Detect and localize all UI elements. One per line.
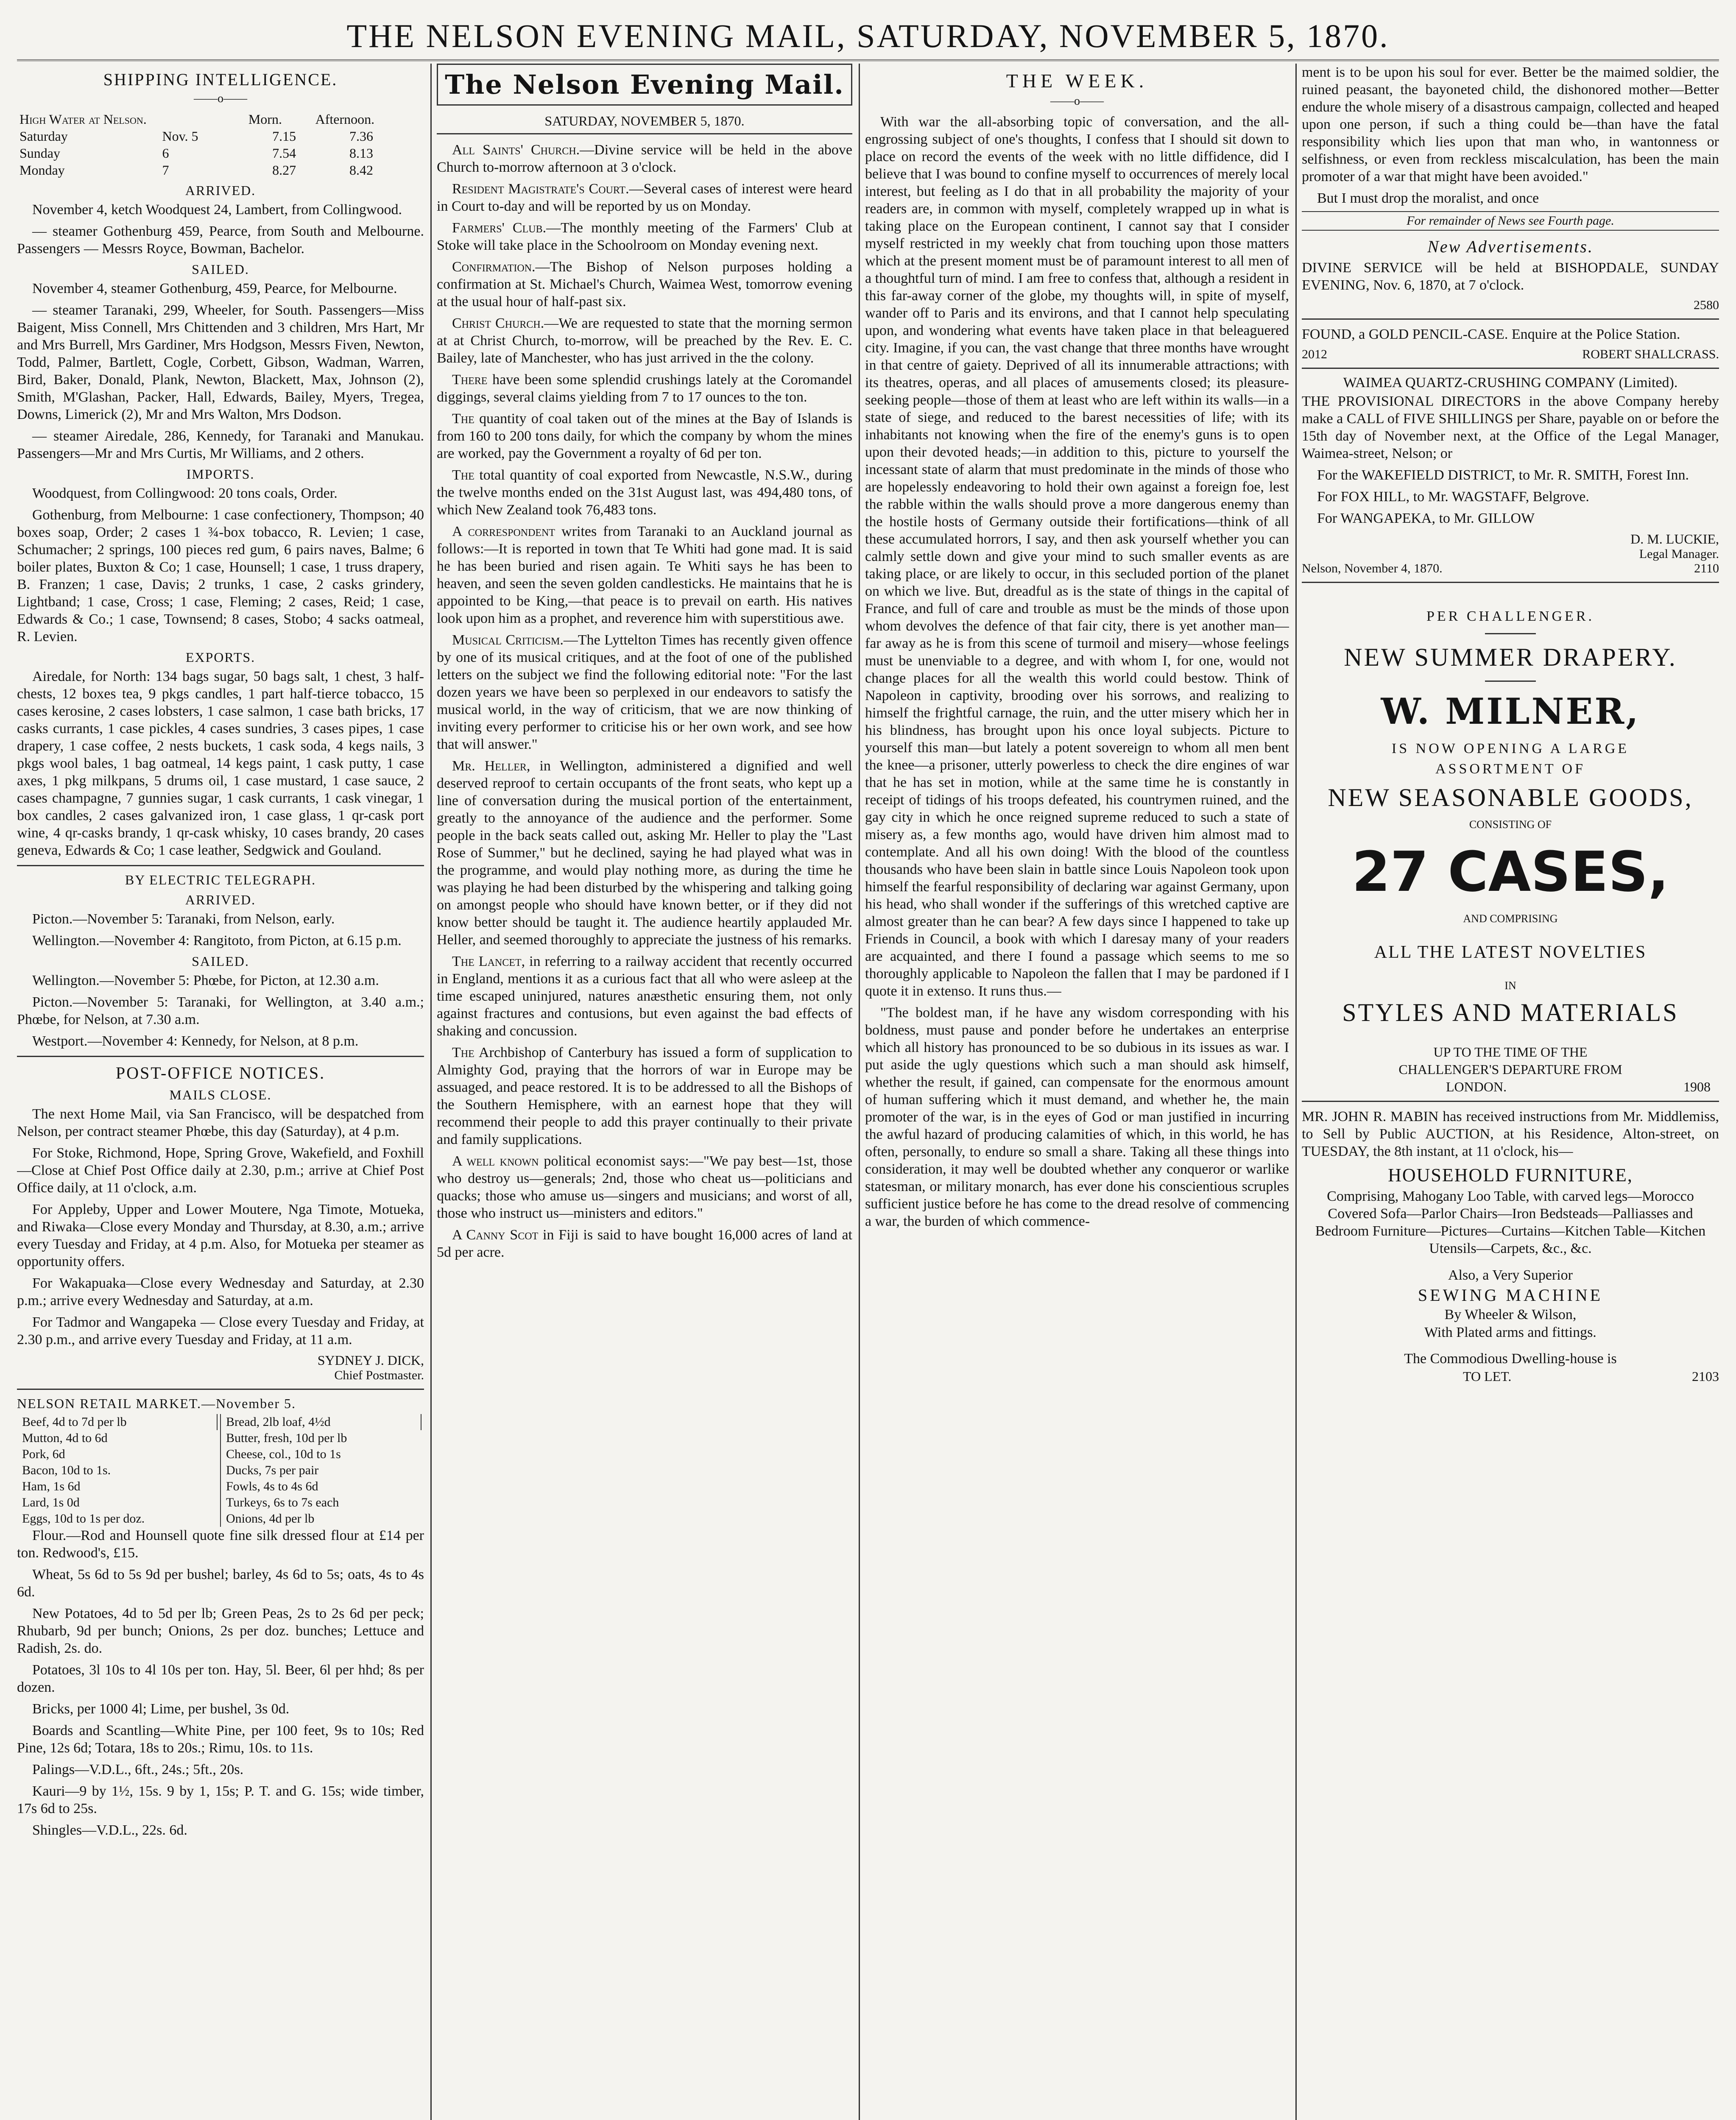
tide-cell: 6 bbox=[162, 145, 169, 161]
column-leader bbox=[437, 64, 852, 2120]
paragraph-body: —Divine service will be held in the above Church to-morrow afternoon at 3 o'clock. bbox=[437, 142, 852, 175]
paragraph-lead: All Saints' Church. bbox=[452, 142, 580, 158]
tide-cell: 8.42 bbox=[349, 162, 374, 178]
news-paragraph bbox=[437, 1152, 852, 1222]
divider bbox=[1302, 582, 1719, 583]
column-rule bbox=[859, 64, 860, 2120]
opening-line: IS NOW OPENING A LARGE bbox=[1391, 741, 1630, 756]
moralist-line: But I must drop the moralist, and once bbox=[1317, 190, 1539, 206]
paragraph-lead: Christ Church. bbox=[452, 315, 544, 331]
paragraph-lead: The Lancet, bbox=[452, 954, 525, 969]
news-paragraph bbox=[437, 141, 852, 176]
import-entry: Gothenburg, from Melbourne: 1 case confectionery, Thompson; 40 boxes soap, Order; 2 cases 1 ¾-box tobacco, R. Levien; 1 case, Schumacher; 2 springs, 100 pieces red gum, 6 pairs naves, Balme; 6 boiler plates, Buxton & Co; 1 case, Hounsell; 1 case, 1 truss drapery, B. Franzen; 1 case, Davis; 2 trunks, 1 case, 2 casks grindery, Lightband; 1 case, Cross; 1 case, Fleming; 2 cases, Reid; 1 case, Edwards & Co.; 1 case, Townsend; 8 cases, Stobo; 4 sacks oatmeal, R. Levien. bbox=[17, 507, 424, 644]
milner-name: W. MILNER, bbox=[1381, 690, 1640, 732]
paragraph-body: —The Lyttelton Times has recently given offence by one of its musical critiques, and at the foot of one of the published letters on the subject we find the following editorial note: "For the last dozen years we have been so perplexed in our endeavors to satisfy the musical world, in the way of criticism, that we are now thinking of inviting every performer to criticise his or her own work, and see how that will answer." bbox=[437, 632, 852, 752]
column-shipping bbox=[17, 64, 424, 2120]
post-notice: For Appleby, Upper and Lower Moutere, Nga Timote, Motueka, and Riwaka—Close every Monday and Thursday, at 8.30, a.m.; arrive every Tuesday and Friday, at 4 p.m. Also, for Motueka per steamer as opportunity offers. bbox=[17, 1202, 424, 1269]
export-entry: Airedale, for North: 134 bags sugar, 50 bags salt, 1 chest, 3 half-chests, 12 boxes tea, 9 pkgs candles, 1 part half-tierce tobacco, 15 cases kerosine, 2 cases lobsters, 1 case salmon, 1 case bath bricks, 17 casks currants, 1 case pickles, 4 cases sundries, 3 cases pipes, 1 case drapery, 1 case coffee, 2 nests buckets, 1 cask soda, 4 kegs nails, 3 pkgs wool bales, 1 bag oatmeal, 14 kegs paint, 1 cask putty, 1 case axes, 1 pkg milkpans, 5 drums oil, 1 case mustard, 1 case sauce, 2 cases champagne, 7 gunnies sugar, 1 cask currants, 1 cask vinegar, 1 box candles, 2 cases galvanized iron, 1 case glass, 1 qr-cask port wine, 4 qr-casks brandy, 1 qr-cask whisky, 10 cases brandy, 20 cases geneva, Edwards & Co; 1 case leather, Sedgwick and Gouland. bbox=[17, 669, 424, 858]
ornament: ——o—— bbox=[1050, 95, 1104, 108]
market-price: Lard, 1s 0d bbox=[22, 1495, 80, 1509]
ornament: ——o—— bbox=[194, 92, 247, 105]
tide-cell: Saturday bbox=[20, 128, 68, 144]
mabin-auction: MR. JOHN R. MABIN has received instructions from Mr. Middlemiss, to Sell by Public AUCTION, at his Residence, Alton-street, on TUESDAY, the 8th instant, at 11 o'clock, his— bbox=[1302, 1109, 1719, 1159]
tide-cell: 7.54 bbox=[272, 145, 296, 161]
furniture-list: Comprising, Mahogany Loo Table, with carved legs—Morocco Covered Sofa—Parlor Chairs—Iron Bedsteads—Palliasses and Bedroom Furniture—Pictures—Curtains—Kitchen Table—Kitchen Utensils—Carpets, &c., &c. bbox=[1315, 1188, 1706, 1256]
news-paragraph bbox=[437, 631, 852, 753]
news-paragraph bbox=[437, 466, 852, 519]
news-paragraph bbox=[437, 953, 852, 1040]
column-week bbox=[865, 64, 1289, 2120]
paragraph-lead: Confirmation. bbox=[452, 259, 536, 275]
in-line: IN bbox=[1504, 979, 1516, 992]
paragraph-lead: The bbox=[452, 411, 474, 427]
paragraph-body: writes from Taranaki to an Auckland journal as follows:—It is reported in town that Te Whiti had gone mad. It is said he has been buried and risen again. Te Whiti says he has been to heaven, and seen the seven golden candlesticks. He maintains that he is appointed to be King,—that peace is to prevail on earth. His natives look upon him as a prophet, and reverence him with superstitious awe. bbox=[437, 524, 852, 626]
paragraph-lead: Resident Magistrate's Court. bbox=[452, 181, 629, 197]
post-notice: For Wakapuaka—Close every Wednesday and Saturday, at 2.30 p.m.; arrive every Wednesday and Saturday, at a.m. bbox=[17, 1275, 424, 1308]
sewing-heading: SEWING MACHINE bbox=[1418, 1286, 1603, 1305]
news-paragraph bbox=[437, 523, 852, 627]
commodious-line: The Commodious Dwelling-house is bbox=[1404, 1351, 1617, 1367]
london-line: LONDON. bbox=[1446, 1079, 1507, 1094]
market-title: NELSON RETAIL MARKET.—November 5. bbox=[17, 1396, 296, 1411]
waimea-body: THE PROVISIONAL DIRECTORS in the above Company hereby make a CALL of FIVE SHILLINGS per Share, payable on or before the 15th day of November next, at the Office of the Legal Manager, Waimea-street, Nelson; or bbox=[1302, 393, 1719, 461]
tide-cell: 7 bbox=[162, 162, 169, 178]
market-price: Bread, 2lb loaf, 4½d bbox=[223, 1414, 421, 1430]
waimea-lines bbox=[1302, 466, 1719, 527]
exports-list bbox=[17, 668, 424, 859]
news-paragraph bbox=[437, 315, 852, 367]
paragraph-lead: A Canny Scot bbox=[452, 1227, 539, 1243]
paragraph-lead: Mr. Heller, bbox=[452, 758, 530, 774]
tide-rows bbox=[17, 128, 424, 179]
market-note: Kauri—9 by 1½, 15s. 9 by 1, 15s; P. T. and G. 15s; wide timber, 17s 6d to 25s. bbox=[17, 1783, 424, 1816]
divider bbox=[17, 865, 424, 866]
paragraph-body: —Several cases of interest were heard in Court to-day and will be reported by us on Monday. bbox=[437, 181, 852, 214]
post-sub: MAILS CLOSE. bbox=[169, 1087, 272, 1102]
column-rule bbox=[1295, 64, 1297, 2120]
waimea-line: For the WAKEFIELD DISTRICT, to Mr. R. SMITH, Forest Inn. bbox=[1317, 467, 1689, 483]
ad-found-footer bbox=[1302, 347, 1719, 362]
imports-list bbox=[17, 485, 424, 645]
market-left bbox=[17, 1414, 221, 1527]
market-price: Onions, 4d per lb bbox=[226, 1512, 315, 1526]
goods-heading: NEW SEASONABLE GOODS, bbox=[1328, 784, 1693, 812]
arrived-heading: ARRIVED. bbox=[185, 183, 256, 198]
post-notice: For Tadmor and Wangapeka — Close every Tuesday and Friday, at 2.30 p.m., and arrive every Tuesday and Friday, at 11 a.m. bbox=[17, 1314, 424, 1347]
wheeler-line: By Wheeler & Wilson, bbox=[1444, 1307, 1577, 1322]
waimea-date: Nelson, November 4, 1870. bbox=[1302, 561, 1443, 575]
market-price: Mutton, 4d to 6d bbox=[22, 1431, 108, 1445]
tolet-footer bbox=[1302, 1369, 1719, 1384]
paragraph-body: in Wellington, administered a dignified and well deserved reproof to certain occupants of the front seats, who kept up a line of conversation during the musical portion of the entertainment, greatly to the annoyance of the audience and the performer. Some people in the back seats called out, asking Mr. Heller to play the "Last Rose of Summer," but he declined, saying he had played what was in the programme, and would play nothing more, as during the time he was playing he had been disturbed by the whispering and talking going on amongst people who should have known better, or if they did not know better should be taught it. The audience heartily applauded Mr. Heller, and seemed thoroughly to appreciate the justness of his remarks. bbox=[437, 758, 852, 948]
telegraph-arrived-list bbox=[17, 910, 424, 949]
tide-cell: 8.13 bbox=[349, 145, 374, 161]
imports-heading: IMPORTS. bbox=[186, 466, 255, 482]
consisting-line: CONSISTING OF bbox=[1469, 818, 1552, 831]
telegraph-sailed-heading: SAILED. bbox=[192, 954, 249, 969]
divider bbox=[1302, 318, 1719, 320]
ad-number: 2103 bbox=[1692, 1369, 1719, 1384]
ad-number: 2110 bbox=[1694, 561, 1719, 575]
paragraph-body: total quantity of coal exported from Newcastle, N.S.W., during the twelve months ended on the 31st August last, was 494,480 tons, of which New Zealand took 76,483 tons. bbox=[437, 467, 852, 518]
news-paragraph bbox=[437, 219, 852, 254]
tide-table bbox=[17, 111, 424, 128]
week-paragraph: "The boldest man, if he have any wisdom corresponding with his boldness, must pause and ponder before he undertakes an enterprise which all history has pronounced to be so dubious in its issues as war. I put aside the ugly questions which such a man should ask himself, whether the result, if gained, can compensate for the enormous amount of human suffering which it must demand, and whether he, the main promoter of the war, is in the eyes of God or man justified in incurring the awful hazard of producing calamities of which, in this world, he has often, personally, to endure so small a share. Taking all these things into consideration, it may well be doubted whether any conqueror or warlike statesman, or military monarch, has ever done his conscientious scruples sufficient justice before he has come to the dread resolve of commencing a war, the burden of which commence- bbox=[865, 1005, 1289, 1229]
market-price: Fowls, 4s to 4s 6d bbox=[226, 1479, 318, 1493]
plated-line: With Plated arms and fittings. bbox=[1424, 1325, 1596, 1340]
ad-found: FOUND, a GOLD PENCIL-CASE. Enquire at the Police Station. bbox=[1302, 326, 1680, 342]
cases-heading: 27 CASES, bbox=[1352, 840, 1669, 904]
news-paragraph bbox=[437, 757, 852, 948]
paragraph-body: in Fiji is said to have bought 16,000 acres of land at 5d per acre. bbox=[437, 1227, 852, 1260]
telegraph-title: BY ELECTRIC TELEGRAPH. bbox=[125, 872, 316, 887]
arrival-entry: November 4, ketch Woodquest 24, Lambert, from Collingwood. bbox=[32, 202, 402, 218]
sailed-heading: SAILED. bbox=[192, 262, 249, 277]
challenger-line: PER CHALLENGER. bbox=[1426, 608, 1594, 624]
upto-line: UP TO THE TIME OF THE bbox=[1433, 1044, 1588, 1060]
tide-cell: Sunday bbox=[20, 145, 60, 161]
london-footer bbox=[1302, 1079, 1719, 1095]
exports-heading: EXPORTS. bbox=[185, 650, 256, 665]
tide-cell: Monday bbox=[20, 162, 65, 178]
telegraph-entry: Picton.—November 5: Taranaki, from Nelson, early. bbox=[32, 911, 335, 927]
paragraph-body: Archbishop of Canterbury has issued a form of supplication to Almighty God, praying that the horrors of war in Europe may be assuaged, and peace restored. It is to be addressed to all the Bishops of the Southern Hemisphere, with an earnest hope that they will recommend their people to add this prayer continually to their private and family supplications. bbox=[437, 1045, 852, 1147]
tide-row bbox=[17, 128, 424, 145]
waimea-line: For FOX HILL, to Mr. WAGSTAFF, Belgrove. bbox=[1317, 489, 1589, 505]
news-paragraph bbox=[437, 1226, 852, 1261]
tide-header: Afternoon. bbox=[315, 112, 375, 127]
divider bbox=[1302, 368, 1719, 369]
leader-paragraphs bbox=[437, 141, 852, 1261]
waimea-line: For WANGAPEKA, to Mr. GILLOW bbox=[1317, 510, 1535, 526]
column-rule bbox=[430, 64, 432, 2120]
week-continuation: ment is to be upon his soul for ever. Better be the maimed soldier, the ruined peasant, the bayoneted child, the dishonored mother—Better endure the whole misery of a disastrous campaign, collected and heaped upon one person, if such a thing could be—than have the fatal responsibility which lies upon that man who, in wantonness or selfishness, or even from reckless miscalculation, has been the main promoter of a war that might have been avoided." bbox=[1302, 64, 1719, 184]
paragraph-body: —The Bishop of Nelson purposes holding a confirmation at St. Michael's Church, Waimea West, tomorrow evening at the usual hour of half-past six. bbox=[437, 259, 852, 310]
ad-found-sign: ROBERT SHALLCRASS. bbox=[1582, 347, 1719, 361]
market-note: Palings—V.D.L., 6ft., 24s.; 5ft., 20s. bbox=[32, 1762, 244, 1777]
arrived-list bbox=[17, 201, 424, 257]
week-paragraphs bbox=[865, 113, 1289, 1230]
ad-divine-service: DIVINE SERVICE will be held at BISHOPDALE, SUNDAY EVENING, Nov. 6, 1870, at 7 o'clock. bbox=[1302, 260, 1719, 293]
arrival-entry: — steamer Gothenburg 459, Pearce, from South and Melbourne. Passengers — Messrs Royce, Bowman, Bachelor. bbox=[17, 223, 424, 257]
telegraph-sailed-list bbox=[17, 972, 424, 1050]
ad-number: 2580 bbox=[1694, 298, 1719, 312]
market-price: Butter, fresh, 10d per lb bbox=[226, 1431, 347, 1445]
news-paragraph bbox=[437, 371, 852, 406]
market-note: Bricks, per 1000 4l; Lime, per bushel, 3s 0d. bbox=[32, 1701, 290, 1717]
paragraph-body: —We are requested to state that the morning sermon at at Christ Church, to-morrow, will be preached by the Rev. E. C. Bailey, late of Manchester, who has just arrived in the the colony. bbox=[437, 315, 852, 366]
import-entry: Woodquest, from Collingwood: 20 tons coals, Order. bbox=[32, 485, 338, 501]
ad-number: 2012 bbox=[1302, 347, 1327, 361]
tide-header: High Water at Nelson. bbox=[20, 112, 147, 127]
also-line: Also, a Very Superior bbox=[1448, 1267, 1573, 1283]
news-paragraph bbox=[437, 1044, 852, 1148]
post-title: POST-OFFICE NOTICES. bbox=[115, 1063, 326, 1082]
paragraph-body: political economist says:—"We pay best—1st, those who destroy us—generals; 2nd, those who cheat us—politicians and quacks; those who amuse us—singers and musicians; and worst of all, those who instruct us—ministers and editors." bbox=[437, 1153, 852, 1221]
telegraph-arrived-heading: ARRIVED. bbox=[185, 892, 256, 907]
market-price: Beef, 4d to 7d per lb bbox=[20, 1414, 218, 1430]
tide-row bbox=[17, 162, 424, 179]
novelties-line: ALL THE LATEST NOVELTIES bbox=[1374, 943, 1647, 962]
market-price: Ducks, 7s per pair bbox=[226, 1463, 319, 1477]
sailed-list bbox=[17, 280, 424, 462]
assortment-line: ASSORTMENT OF bbox=[1435, 761, 1585, 777]
paragraph-lead: Musical Criticism. bbox=[452, 632, 564, 648]
divider bbox=[17, 1389, 424, 1390]
telegraph-entry: Wellington.—November 5: Phœbe, for Picton, at 12.30 a.m. bbox=[32, 973, 379, 988]
market-price: Pork, 6d bbox=[22, 1447, 65, 1461]
tide-cell: 8.27 bbox=[272, 162, 296, 178]
tolet-line: TO LET. bbox=[1463, 1369, 1512, 1384]
waimea-footer bbox=[1302, 561, 1719, 576]
post-sign: SYDNEY J. DICK, bbox=[317, 1353, 424, 1368]
market-note: New Potatoes, 4d to 5d per lb; Green Peas, 2s to 2s 6d per peck; Rhubarb, 9d per bunch; Onions, 2s per doz. bunches; Lettuce and Radish, 2s. do. bbox=[17, 1606, 424, 1656]
news-paragraph bbox=[437, 258, 852, 310]
market-note: Wheat, 5s 6d to 5s 9d per bushel; barley, 4s 6d to 5s; oats, 4s to 4s 6d. bbox=[17, 1567, 424, 1600]
paragraph-lead: A well known bbox=[452, 1153, 539, 1169]
drapery-heading: NEW SUMMER DRAPERY. bbox=[1344, 643, 1677, 671]
post-notice: The next Home Mail, via San Francisco, will be despatched from Nelson, per contract steamer Phœbe, this day (Saturday), at 4 p.m. bbox=[17, 1106, 424, 1139]
paragraph-lead: Farmers' Club. bbox=[452, 220, 547, 236]
leader-date: SATURDAY, NOVEMBER 5, 1870. bbox=[437, 113, 852, 134]
market-price: Ham, 1s 6d bbox=[22, 1479, 81, 1493]
tide-row bbox=[17, 145, 424, 162]
ad-number: 1908 bbox=[1683, 1079, 1711, 1094]
paragraph-lead: The bbox=[452, 1045, 474, 1060]
divider bbox=[1485, 681, 1536, 682]
masthead: THE NELSON EVENING MAIL, SATURDAY, NOVEMBER 5, 1870. bbox=[17, 13, 1719, 61]
styles-heading: STYLES AND MATERIALS bbox=[1342, 999, 1679, 1027]
departure-line: CHALLENGER'S DEPARTURE FROM bbox=[1398, 1062, 1622, 1077]
divider bbox=[1302, 1101, 1719, 1102]
market-price: Cheese, col., 10d to 1s bbox=[226, 1447, 341, 1461]
telegraph-entry: Wellington.—November 4: Rangitoto, from Picton, at 6.15 p.m. bbox=[32, 933, 402, 948]
sailing-entry: — steamer Taranaki, 299, Wheeler, for South. Passengers—Miss Baigent, Miss Connell, Mrs Chittenden and 3 children, Mrs Hart, Mr and Mrs Burrell, Mrs Gardiner, Mrs Hodgson, Messrs Fiven, Newton, Todd, Palmer, Bartlett, Cogle, Corbett, Gibson, Wadman, Warren, Bird, Baker, Donald, Plank, Newton, Blackett, Max, Johnson (2), Smith, M'Glashan, Packer, Hall, Edwards, Bailey, Myers, Tregea, Downs, Limerick (2), Mr and Mrs Walton, Mrs Dodson. bbox=[17, 302, 424, 422]
divider bbox=[17, 1056, 424, 1057]
week-title: THE WEEK. bbox=[1006, 70, 1148, 92]
waimea-sign-title: Legal Manager. bbox=[1639, 547, 1719, 561]
tide-cell: 7.15 bbox=[272, 128, 296, 144]
paragraph-lead: A correspondent bbox=[452, 524, 555, 539]
divider bbox=[1485, 633, 1536, 634]
market-note: Shingles—V.D.L., 22s. 6d. bbox=[32, 1822, 187, 1838]
paragraph-body: have been some splendid crushings lately at the Coromandel diggings, several claims yielding from 7 to 17 ounces to the ton. bbox=[437, 372, 852, 405]
telegraph-entry: Picton.—November 5: Taranaki, for Wellington, at 3.40 a.m.; Phœbe, for Nelson, at 7.30 a.m. bbox=[17, 994, 424, 1027]
market-note: Flour.—Rod and Hounsell quote fine silk dressed flour at £14 per ton. Redwood's, £15. bbox=[17, 1528, 424, 1561]
week-paragraph: With war the all-absorbing topic of conversation, and the all-engrossing subject of one's thoughts, I confess that I should sit down to place on record the events of the week with no little diffidence, did I believe that I was bound to confine myself to occurrences of merely local interest, but feeling as I do that in all probability the majority of your readers are, in common with myself, completely wrapped up in what is taking place on the European continent, I cannot say that I consider myself restricted in my weekly chat from touching upon those matters which at the present moment must be of paramount interest to all men of a thoughtful turn of mind. I am free to confess that, although a resident in this far-away corner of the globe, my thoughts will, in spite of myself, wander off to Paris and its environs, and that I cannot help speculating upon, and wondering what events have taken place in that beleaguered city. Imagine, if you can, the vast change that three months have wrought in that centre of gaiety. Deprived of all its innumerable attractions; with its theatres, operas, and all places of amusements closed; its pleasure-seeking people—those of them at least who are left within its walls—in a state of siege, and reduced to the barest necessities of life; with its inhabitants not knowing when the fire of the enemy's guns is to open upon their devoted heads;—in addition to this, picture to yourself the incessant state of alarm that must predominate in the minds of those who are hopelessly endeavoring to hold their own against a foreign foe, lest the rabble within the walls should prove a more dangerous enemy than the hostile hosts of Germany outside their fortifications—think of all these accumulated horrors, I say, and then ask yourself whether you can calmly settle down and give your mind to such smaller events as are taking place, or are likely to occur, in this secluded portion of the planet on which we live. But, dreadful as is the state of things in the capital of France, and full of care and trouble as must be the minds of those upon whom devolves the defence of that fair city, there is yet another man—far away as he is from this scene of turmoil and misery—whose feelings must be unenviable to a degree, and with whom I, for one, would not change places for all the wealth this world could bestow. Think of Napoleon in captivity, brooding over his sorrows, and realizing to himself the frightful carnage, the ruin, and the utter misery which her in his blindness, has brought upon his once loyal subjects. Picture to yourself this man—but lately a potent sovereign to whom all men bent the knee—a prisoner, utterly powerless to check the dire engines of war that he has set in motion, while at the same time he is constantly in receipt of tidings of his troops defeated, his countrymen ruined, and the gay city in which he once reigned supreme reduced to such a state of misery as, a few months ago, would have driven him almost mad to contemplate. And all his own doing! With the blood of the countless thousands who have been slain in battle since Louis Napoleon took upon himself the fearful responsibility of declaring war against Germany, upon his head, who shall wonder if the sufferings of this wretched captive are almost greater than he can bear? A few days since I happened to take up Friends in Council, a book with which I daresay many of your readers are acquainted, and there I found a passage which seems to me so thoroughly applicable to Napoleon the fallen that I may be pardoned if I quote it in extenso. It runs thus.— bbox=[865, 114, 1289, 999]
market-price: Bacon, 10d to 1s. bbox=[22, 1463, 111, 1477]
paragraph-lead: There bbox=[452, 372, 488, 388]
post-sign-title: Chief Postmaster. bbox=[334, 1368, 424, 1382]
news-paragraph bbox=[437, 410, 852, 462]
market-note: Potatoes, 3l 10s to 4l 10s per ton. Hay, 5l. Beer, 6l per hhd; 8s per dozen. bbox=[17, 1662, 424, 1695]
new-ads-heading: New Advertisements. bbox=[1427, 237, 1594, 256]
market-price: Eggs, 10d to 1s per doz. bbox=[22, 1512, 145, 1526]
sailing-entry: November 4, steamer Gothenburg, 459, Pearce, for Melbourne. bbox=[32, 281, 397, 296]
column-ads bbox=[1302, 64, 1719, 2120]
remainder-note: For remainder of News see Fourth page. bbox=[1302, 211, 1719, 231]
sailing-entry: — steamer Airedale, 286, Kennedy, for Taranaki and Manukau. Passengers—Mr and Mrs Curtis, Mr Williams, and 2 others. bbox=[17, 428, 424, 461]
market-right bbox=[221, 1414, 424, 1527]
news-paragraph bbox=[437, 180, 852, 215]
furniture-heading: HOUSEHOLD FURNITURE, bbox=[1388, 1165, 1633, 1186]
paragraph-body: quantity of coal taken out of the mines at the Bay of Islands is from 160 to 200 tons daily, for which the company by whom the mines are worked, pay the Government a royalty of 6d per ton. bbox=[437, 411, 852, 461]
tide-cell: Nov. 5 bbox=[162, 128, 198, 144]
market-note: Boards and Scantling—White Pine, per 100 feet, 9s to 10s; Red Pine, 12s 6d; Totara, 18s to 20s.; Rimu, 10s. to 11s. bbox=[17, 1723, 424, 1756]
paragraph-body: —The monthly meeting of the Farmers' Club at Stoke will take place in the Schoolroom on Monday evening next. bbox=[437, 220, 852, 253]
paper-name: The Nelson Evening Mail. bbox=[437, 64, 852, 106]
comprising-line: AND COMPRISING bbox=[1463, 912, 1558, 925]
telegraph-entry: Westport.—November 4: Kennedy, for Nelson, at 8 p.m. bbox=[32, 1033, 359, 1049]
paragraph-body: in referring to a railway accident that recently occurred in England, mentions it as a curious fact that all who were asleep at the time escaped uninjured, natures anæsthetic ensuring them, not only against fractures and contusions, but even against the bad effects of shaking and concussion. bbox=[437, 954, 852, 1039]
market-price: Turkeys, 6s to 7s each bbox=[226, 1495, 339, 1509]
shipping-title: SHIPPING INTELLIGENCE. bbox=[103, 70, 338, 89]
market-prices bbox=[17, 1414, 424, 1527]
tide-cell: 7.36 bbox=[349, 128, 374, 144]
paragraph-lead: The bbox=[452, 467, 474, 483]
tide-header: Morn. bbox=[248, 112, 282, 127]
waimea-sign: D. M. LUCKIE, bbox=[1630, 531, 1719, 547]
waimea-title: WAIMEA QUARTZ-CRUSHING COMPANY (Limited). bbox=[1343, 375, 1678, 391]
post-notice: For Stoke, Richmond, Hope, Spring Grove, Wakefield, and Foxhill—Close at Chief Post Office daily at 2.30, p.m.; arrive at Chief Post Office daily, at 11 o'clock, a.m. bbox=[17, 1145, 424, 1196]
post-items bbox=[17, 1105, 424, 1348]
market-text bbox=[17, 1527, 424, 1839]
